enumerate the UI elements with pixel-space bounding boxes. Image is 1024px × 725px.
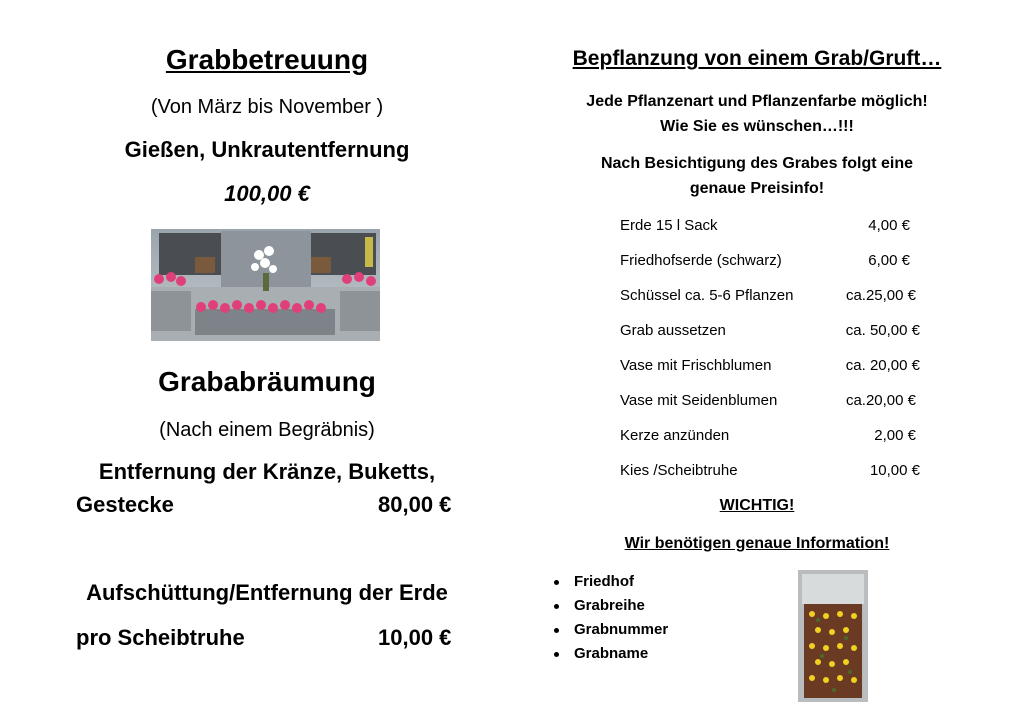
grave-photo	[151, 229, 380, 341]
price-item-value: ca. 50,00 €	[845, 322, 920, 339]
planted-grave-photo	[798, 570, 868, 702]
price-item-name: Schüssel ca. 5-6 Pflanzen	[620, 287, 794, 304]
price-item-value: ca. 20,00 €	[845, 357, 920, 374]
price-row	[620, 287, 920, 322]
price-row	[620, 217, 920, 252]
price-item-name: Kerze anzünden	[620, 427, 730, 444]
grababraeumung-title: Grababräumung	[158, 366, 376, 397]
price-row	[620, 462, 920, 497]
price-list	[620, 217, 920, 497]
price-item-name: Erde 15 l Sack	[620, 217, 718, 234]
grabbetreuung-title: Grabbetreuung	[165, 44, 369, 75]
aufschuettung-price: 10,00 €	[378, 625, 452, 650]
bepflanzung-title: Bepflanzung von einem Grab/Gruft…	[572, 47, 942, 70]
bepflanzung-note-line2: genaue Preisinfo!	[689, 180, 825, 197]
grabbetreuung-subtitle: (Von März bis November )	[150, 96, 384, 118]
price-item-value: ca.20,00 €	[845, 392, 916, 409]
grababraeumung-service-line1: Entfernung der Kränze, Buketts,	[98, 459, 436, 484]
price-item-name: Kies /Scheibtruhe	[620, 462, 738, 479]
price-row	[620, 357, 920, 392]
price-row	[620, 252, 920, 287]
price-item-value: 4,00 €	[868, 217, 910, 234]
info-needed-heading: Wir benötigen genaue Information!	[624, 535, 890, 552]
price-item-name: Vase mit Seidenblumen	[620, 392, 778, 409]
list-item: Grabreihe	[548, 594, 668, 618]
important-heading: WICHTIG!	[719, 497, 795, 514]
price-row	[620, 427, 920, 462]
price-row	[620, 322, 920, 357]
aufschuettung-service-line2: pro Scheibtruhe	[76, 625, 245, 650]
price-item-value: 10,00 €	[869, 462, 920, 479]
price-item-name: Grab aussetzen	[620, 322, 726, 339]
grabbetreuung-price: 100,00 €	[224, 181, 310, 206]
price-item-name: Vase mit Frischblumen	[620, 357, 772, 374]
grababraeumung-subtitle: (Nach einem Begräbnis)	[159, 419, 375, 441]
bepflanzung-intro-line1: Jede Pflanzenart und Pflanzenfarbe möglich!	[586, 93, 928, 110]
bepflanzung-intro-line2: Wie Sie es wünschen…!!!	[660, 118, 854, 135]
aufschuettung-service-line1: Aufschüttung/Entfernung der Erde	[86, 580, 448, 605]
price-item-value: 2,00 €	[874, 427, 916, 444]
list-item: Grabnummer	[548, 618, 668, 642]
grababraeumung-price: 80,00 €	[378, 492, 452, 517]
list-item: Grabname	[548, 642, 668, 666]
grababraeumung-service-line2: Gestecke	[76, 492, 174, 517]
price-item-name: Friedhofserde (schwarz)	[620, 252, 782, 269]
required-info-list	[548, 570, 668, 666]
grabbetreuung-service: Gießen, Unkrautentfernung	[124, 137, 410, 162]
price-item-value: ca.25,00 €	[845, 287, 916, 304]
list-item: Friedhof	[548, 570, 668, 594]
price-item-value: 6,00 €	[868, 252, 910, 269]
price-row	[620, 392, 920, 427]
bepflanzung-note-line1: Nach Besichtigung des Grabes folgt eine	[600, 155, 914, 172]
